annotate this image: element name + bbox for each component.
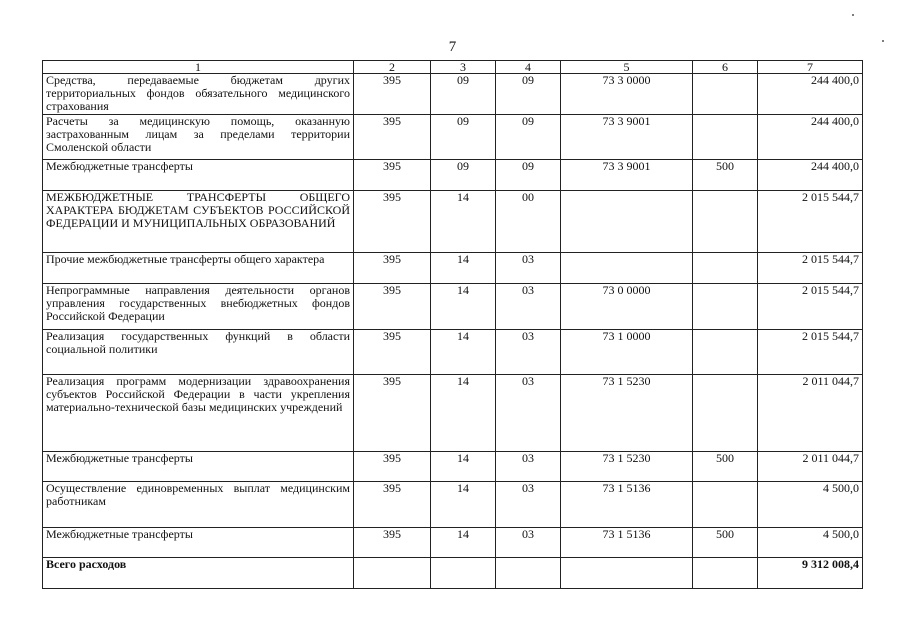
row-col-6 <box>693 191 758 253</box>
row-name: Реализация программ модернизации здравоохранения субъектов Российской Федерации в части укрепления материально-технической базы медицинских учреждений <box>43 375 354 452</box>
header-col-3: 3 <box>431 61 496 74</box>
row-col-2: 395 <box>354 74 431 115</box>
row-col-6 <box>693 284 758 330</box>
table-row <box>43 482 863 528</box>
table-row <box>43 375 863 452</box>
row-col-6 <box>693 330 758 375</box>
row-col-3: 14 <box>431 528 496 558</box>
table-row <box>43 284 863 330</box>
row-name: Средства, передаваемые бюджетам других территориальных фондов обязательного медицинского страхования <box>43 74 354 115</box>
header-row <box>43 61 863 74</box>
header-col-5: 5 <box>561 61 693 74</box>
row-col-3: 14 <box>431 284 496 330</box>
row-col-2: 395 <box>354 191 431 253</box>
total-value: 9 312 008,4 <box>758 558 863 589</box>
row-name: Реализация государственных функций в области социальной политики <box>43 330 354 375</box>
row-col-3: 09 <box>431 160 496 191</box>
row-col-2: 395 <box>354 452 431 482</box>
row-col-7: 2 011 044,7 <box>758 452 863 482</box>
row-col-4: 00 <box>496 191 561 253</box>
row-col-2: 395 <box>354 330 431 375</box>
row-col-4: 03 <box>496 452 561 482</box>
row-name: Осуществление единовременных выплат медицинским работникам <box>43 482 354 528</box>
row-col-7: 2 011 044,7 <box>758 375 863 452</box>
table-row <box>43 160 863 191</box>
row-col-6 <box>693 482 758 528</box>
table-row <box>43 74 863 115</box>
row-col-3: 14 <box>431 191 496 253</box>
row-col-5: 73 1 5136 <box>561 528 693 558</box>
row-col-6 <box>693 74 758 115</box>
row-col-7: 244 400,0 <box>758 74 863 115</box>
row-name: Межбюджетные трансферты <box>43 528 354 558</box>
header-col-2: 2 <box>354 61 431 74</box>
total-empty-cell <box>431 558 496 589</box>
row-col-7: 244 400,0 <box>758 160 863 191</box>
row-col-4: 09 <box>496 115 561 160</box>
scan-speck <box>882 40 884 42</box>
row-col-2: 395 <box>354 284 431 330</box>
row-col-3: 14 <box>431 253 496 284</box>
row-col-5: 73 1 5230 <box>561 452 693 482</box>
table-row <box>43 528 863 558</box>
row-col-4: 09 <box>496 74 561 115</box>
row-col-7: 4 500,0 <box>758 528 863 558</box>
row-col-4: 03 <box>496 330 561 375</box>
table-row <box>43 452 863 482</box>
row-col-5: 73 1 5136 <box>561 482 693 528</box>
row-col-6: 500 <box>693 160 758 191</box>
row-col-6 <box>693 375 758 452</box>
row-col-4: 03 <box>496 482 561 528</box>
header-col-4: 4 <box>496 61 561 74</box>
row-col-2: 395 <box>354 115 431 160</box>
row-col-4: 03 <box>496 375 561 452</box>
row-col-5: 73 1 5230 <box>561 375 693 452</box>
total-row <box>43 558 863 589</box>
total-empty-cell <box>693 558 758 589</box>
row-col-5: 73 3 9001 <box>561 160 693 191</box>
row-col-3: 14 <box>431 482 496 528</box>
total-empty-cell <box>561 558 693 589</box>
row-col-2: 395 <box>354 482 431 528</box>
row-col-6: 500 <box>693 528 758 558</box>
row-col-6 <box>693 253 758 284</box>
row-col-4: 03 <box>496 284 561 330</box>
total-empty-cell <box>496 558 561 589</box>
row-col-5 <box>561 253 693 284</box>
row-col-5: 73 3 9001 <box>561 115 693 160</box>
header-col-6: 6 <box>693 61 758 74</box>
row-col-5: 73 0 0000 <box>561 284 693 330</box>
row-col-3: 09 <box>431 115 496 160</box>
row-col-2: 395 <box>354 528 431 558</box>
row-col-2: 395 <box>354 160 431 191</box>
header-col-7: 7 <box>758 61 863 74</box>
row-col-7: 4 500,0 <box>758 482 863 528</box>
row-name: Межбюджетные трансферты <box>43 160 354 191</box>
row-name: Прочие межбюджетные трансферты общего характера <box>43 253 354 284</box>
row-col-2: 395 <box>354 253 431 284</box>
page-number: 7 <box>448 39 457 55</box>
row-col-3: 14 <box>431 330 496 375</box>
row-col-5: 73 3 0000 <box>561 74 693 115</box>
row-col-4: 03 <box>496 528 561 558</box>
row-col-4: 09 <box>496 160 561 191</box>
row-col-3: 14 <box>431 452 496 482</box>
table-row <box>43 253 863 284</box>
table-row <box>43 191 863 253</box>
row-col-5: 73 1 0000 <box>561 330 693 375</box>
header-col-1: 1 <box>43 61 354 74</box>
row-col-7: 2 015 544,7 <box>758 253 863 284</box>
row-col-7: 2 015 544,7 <box>758 284 863 330</box>
row-col-7: 2 015 544,7 <box>758 191 863 253</box>
table-row <box>43 330 863 375</box>
row-col-6: 500 <box>693 452 758 482</box>
row-col-7: 2 015 544,7 <box>758 330 863 375</box>
row-col-3: 14 <box>431 375 496 452</box>
table-row <box>43 115 863 160</box>
row-name: Непрограммные направления деятельности органов управления государственных внебюджетных фондов Российской Федерации <box>43 284 354 330</box>
row-col-5 <box>561 191 693 253</box>
total-label: Всего расходов <box>43 558 354 589</box>
row-col-4: 03 <box>496 253 561 284</box>
budget-table <box>42 60 863 589</box>
row-col-7: 244 400,0 <box>758 115 863 160</box>
row-col-6 <box>693 115 758 160</box>
row-name: Межбюджетные трансферты <box>43 452 354 482</box>
row-name: Расчеты за медицинскую помощь, оказанную застрахованным лицам за пределами территории Смоленской области <box>43 115 354 160</box>
scan-speck <box>852 14 854 16</box>
row-name: МЕЖБЮДЖЕТНЫЕ ТРАНСФЕРТЫ ОБЩЕГО ХАРАКТЕРА БЮДЖЕТАМ СУБЪЕКТОВ РОССИЙСКОЙ ФЕДЕРАЦИИ И МУНИЦИПАЛЬНЫХ ОБРАЗОВАНИЙ <box>43 191 354 253</box>
row-col-2: 395 <box>354 375 431 452</box>
total-empty-cell <box>354 558 431 589</box>
row-col-3: 09 <box>431 74 496 115</box>
